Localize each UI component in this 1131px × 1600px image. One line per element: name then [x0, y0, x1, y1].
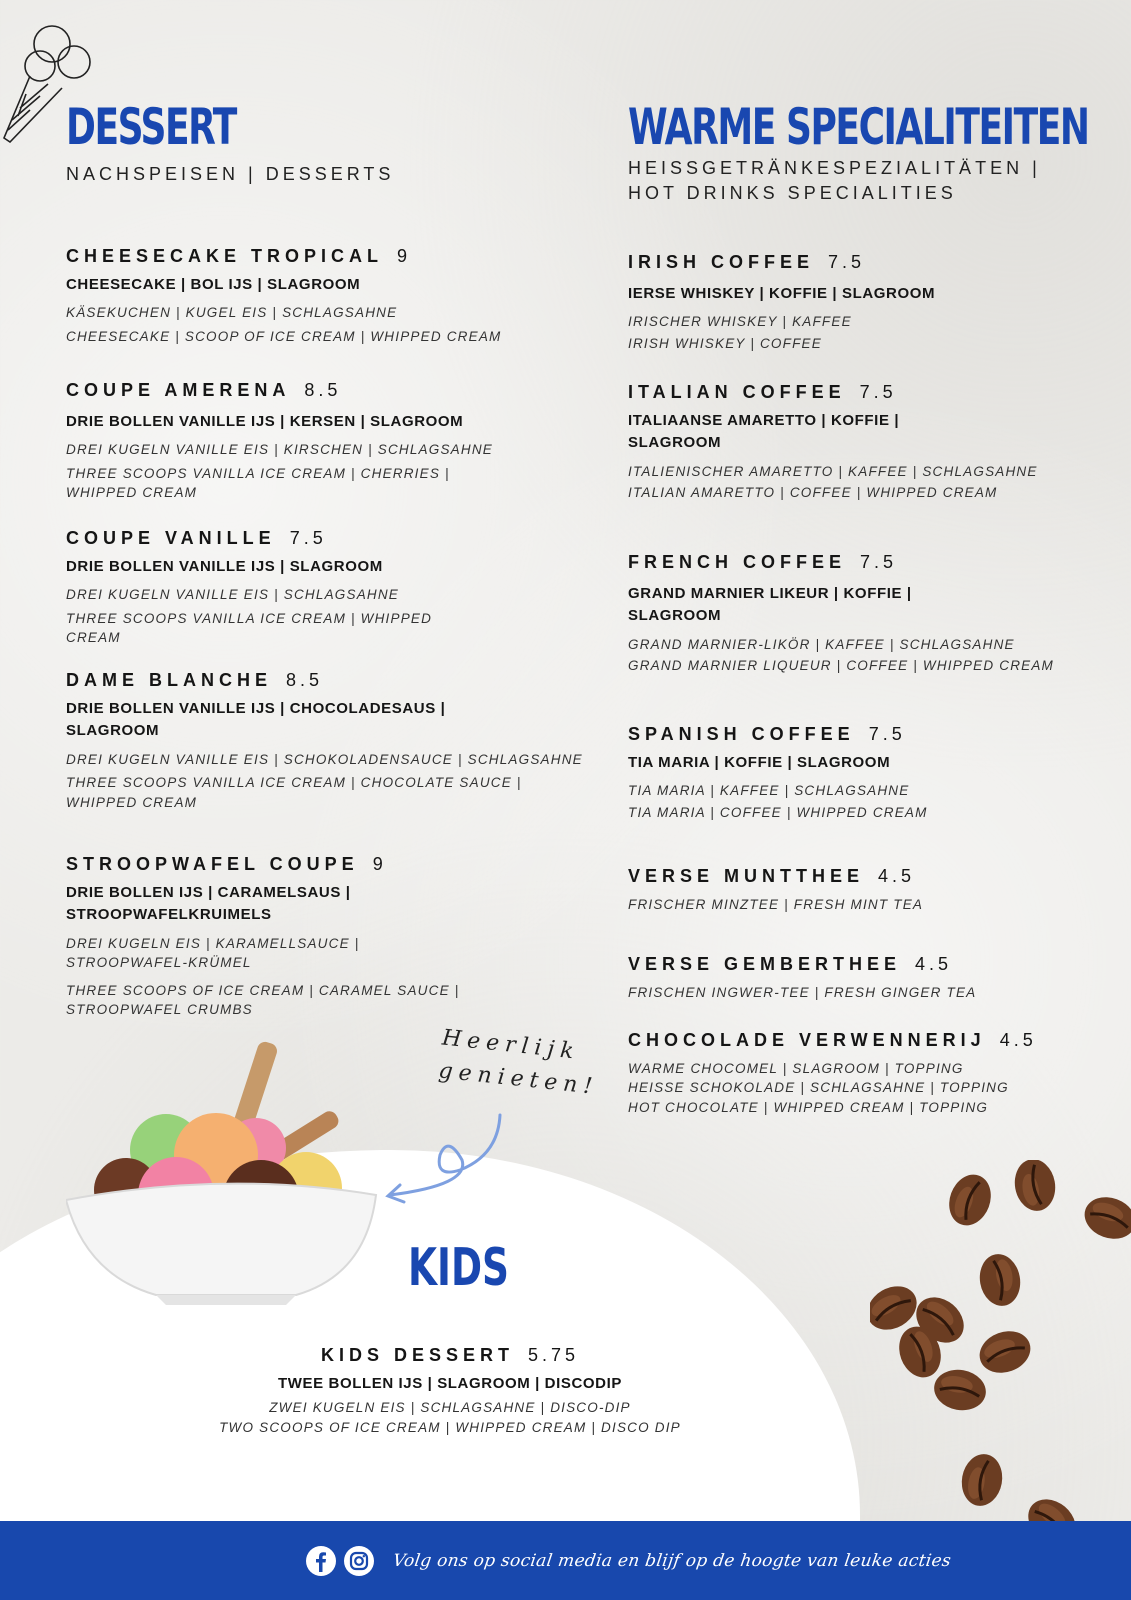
menu-item	[200, 1345, 700, 1437]
menu-item	[66, 670, 606, 812]
kids-title: KIDS	[408, 1238, 509, 1298]
item-price: 8.5	[304, 380, 342, 400]
item-description-en: THREE SCOOPS VANILLA ICE CREAM | CHERRIES | WHIPPED CREAM	[66, 465, 450, 501]
item-description-de: FRISCHER MINZTEE | FRESH MINT TEA	[628, 896, 924, 912]
handwritten-line-1: Heerlijk	[440, 1025, 581, 1065]
footer-bar	[0, 1521, 1131, 1600]
handwritten-note	[437, 1022, 608, 1105]
warm-specials-subtitle: HEISSGETRÄNKESPEZIALITÄTEN | HOT DRINKS SPECIALITIES	[628, 158, 1041, 204]
item-description-de: ZWEI KUGELN EIS | SCHLAGSAHNE | DISCO-DIP	[269, 1400, 631, 1416]
item-description-de: IRISCHER WHISKEY | KAFFEE	[628, 314, 852, 330]
menu-item	[628, 552, 1108, 676]
item-description-de: WARME CHOCOMEL | SLAGROOM | TOPPING	[628, 1060, 964, 1076]
item-price: 4.5	[999, 1030, 1037, 1050]
item-price: 5.75	[527, 1345, 580, 1365]
item-price: 7.5	[828, 252, 866, 272]
menu-item	[66, 854, 606, 1020]
warm-specials-section	[628, 98, 1108, 1115]
item-description-en: THREE SCOOPS OF ICE CREAM | CARAMEL SAUCE | STROOPWAFEL CRUMBS	[66, 982, 460, 1018]
menu-item	[628, 866, 1108, 914]
item-description-nl: GRAND MARNIER LIKEUR | KOFFIE | SLAGROOM	[628, 584, 912, 625]
item-description-de: DREI KUGELN VANILLE EIS | SCHLAGSAHNE	[66, 587, 400, 603]
dessert-subtitle: NACHSPEISEN | DESSERTS	[66, 164, 395, 184]
item-price: 8.5	[286, 670, 324, 690]
item-name: VERSE GEMBERTHEE	[628, 954, 902, 974]
item-description-en: HOT CHOCOLATE | WHIPPED CREAM | TOPPING	[628, 1099, 989, 1115]
item-price: 7.5	[868, 724, 906, 744]
instagram-icon[interactable]	[343, 1545, 375, 1577]
item-name: VERSE MUNTTHEE	[628, 866, 865, 886]
item-price: 7.5	[859, 382, 897, 402]
item-description-en: HEISSE SCHOKOLADE | SCHLAGSAHNE | TOPPING	[628, 1080, 1009, 1096]
item-name: IRISH COFFEE	[628, 252, 815, 272]
item-description-de: DREI KUGELN VANILLE EIS | KIRSCHEN | SCHLAGSAHNE	[66, 442, 493, 458]
item-description-de: DREI KUGELN EIS | KARAMELLSAUCE | STROOPWAFEL-KRÜMEL	[66, 935, 360, 971]
item-price: 7.5	[289, 528, 327, 548]
item-price: 9	[372, 854, 387, 874]
item-name: COUPE AMERENA	[66, 380, 291, 400]
ice-cream-bowl-image	[66, 1040, 386, 1330]
item-price: 4.5	[915, 954, 953, 974]
item-description-nl: CHEESECAKE | BOL IJS | SLAGROOM	[66, 275, 361, 293]
item-description-de: FRISCHEN INGWER-TEE | FRESH GINGER TEA	[628, 984, 977, 1000]
menu-item	[628, 954, 1108, 1002]
item-description-de: GRAND MARNIER-LIKÖR | KAFFEE | SCHLAGSAHNE	[628, 636, 1015, 652]
item-description-nl: ITALIAANSE AMARETTO | KOFFIE | SLAGROOM	[628, 411, 900, 452]
item-description-en: THREE SCOOPS VANILLA ICE CREAM | CHOCOLATE SAUCE | WHIPPED CREAM	[66, 775, 522, 810]
item-description-en: TIA MARIA | COFFEE | WHIPPED CREAM	[628, 804, 928, 820]
item-name: COUPE VANILLE	[66, 528, 276, 548]
item-description-en: GRAND MARNIER LIQUEUR | COFFEE | WHIPPED CREAM	[628, 658, 1054, 674]
item-name: CHOCOLADE VERWENNERIJ	[628, 1030, 986, 1050]
item-description-nl: TWEE BOLLEN IJS | SLAGROOM | DISCODIP	[278, 1374, 622, 1392]
menu-item	[628, 724, 1108, 822]
item-description-nl: DRIE BOLLEN IJS | CARAMELSAUS | STROOPWAFELKRUIMELS	[66, 883, 351, 924]
menu-item	[66, 246, 606, 346]
item-description-en: THREE SCOOPS VANILLA ICE CREAM | WHIPPED CREAM	[66, 610, 433, 646]
menu-item	[628, 382, 1108, 503]
footer-text: Volg ons op social media en blijf op de hoogte van leuke acties	[391, 1551, 953, 1571]
item-description-de: TIA MARIA | KAFFEE | SCHLAGSAHNE	[628, 783, 910, 799]
item-name: KIDS DESSERT	[320, 1345, 514, 1365]
item-name: STROOPWAFEL COUPE	[66, 854, 359, 874]
item-price: 7.5	[860, 552, 898, 572]
item-description-nl: TIA MARIA | KOFFIE | SLAGROOM	[628, 753, 891, 771]
item-description-nl: DRIE BOLLEN VANILLE IJS | SLAGROOM	[66, 557, 383, 575]
menu-item	[628, 1030, 1128, 1117]
item-description-nl: IERSE WHISKEY | KOFFIE | SLAGROOM	[628, 284, 936, 302]
menu-item	[628, 252, 1108, 353]
warm-specials-title: WARME SPECIALITEITEN	[628, 98, 1089, 156]
item-description-en: IRISH WHISKEY | COFFEE	[628, 335, 822, 351]
item-description-en: TWO SCOOPS OF ICE CREAM | WHIPPED CREAM | DISCO DIP	[219, 1419, 681, 1435]
item-description-de: ITALIENISCHER AMARETTO | KAFFEE | SCHLAGSAHNE	[628, 463, 1038, 479]
item-name: FRENCH COFFEE	[628, 552, 846, 572]
menu-item	[66, 528, 606, 648]
dessert-title: DESSERT	[66, 98, 236, 156]
item-price: 9	[397, 246, 412, 266]
handwritten-line-2: genieten!	[437, 1058, 600, 1100]
item-description-nl: DRIE BOLLEN VANILLE IJS | KERSEN | SLAGROOM	[66, 412, 464, 430]
item-description-en: ITALIAN AMARETTO | COFFEE | WHIPPED CREAM	[628, 485, 998, 501]
item-name: SPANISH COFFEE	[628, 724, 855, 744]
item-name: DAME BLANCHE	[66, 670, 272, 690]
item-name: ITALIAN COFFEE	[628, 382, 846, 402]
item-description-en: CHEESECAKE | SCOOP OF ICE CREAM | WHIPPED CREAM	[66, 328, 502, 344]
item-description-de: DREI KUGELN VANILLE EIS | SCHOKOLADENSAUCE | SCHLAGSAHNE	[66, 751, 583, 767]
item-price: 4.5	[878, 866, 916, 886]
item-description-nl: DRIE BOLLEN VANILLE IJS | CHOCOLADESAUS | SLAGROOM	[66, 699, 446, 740]
dessert-section	[66, 98, 606, 1018]
item-description-de: KÄSEKUCHEN | KUGEL EIS | SCHLAGSAHNE	[66, 305, 398, 321]
curved-arrow-icon	[380, 1110, 520, 1210]
menu-item	[66, 380, 606, 503]
item-name: CHEESECAKE TROPICAL	[66, 246, 384, 266]
facebook-icon[interactable]	[305, 1545, 337, 1577]
